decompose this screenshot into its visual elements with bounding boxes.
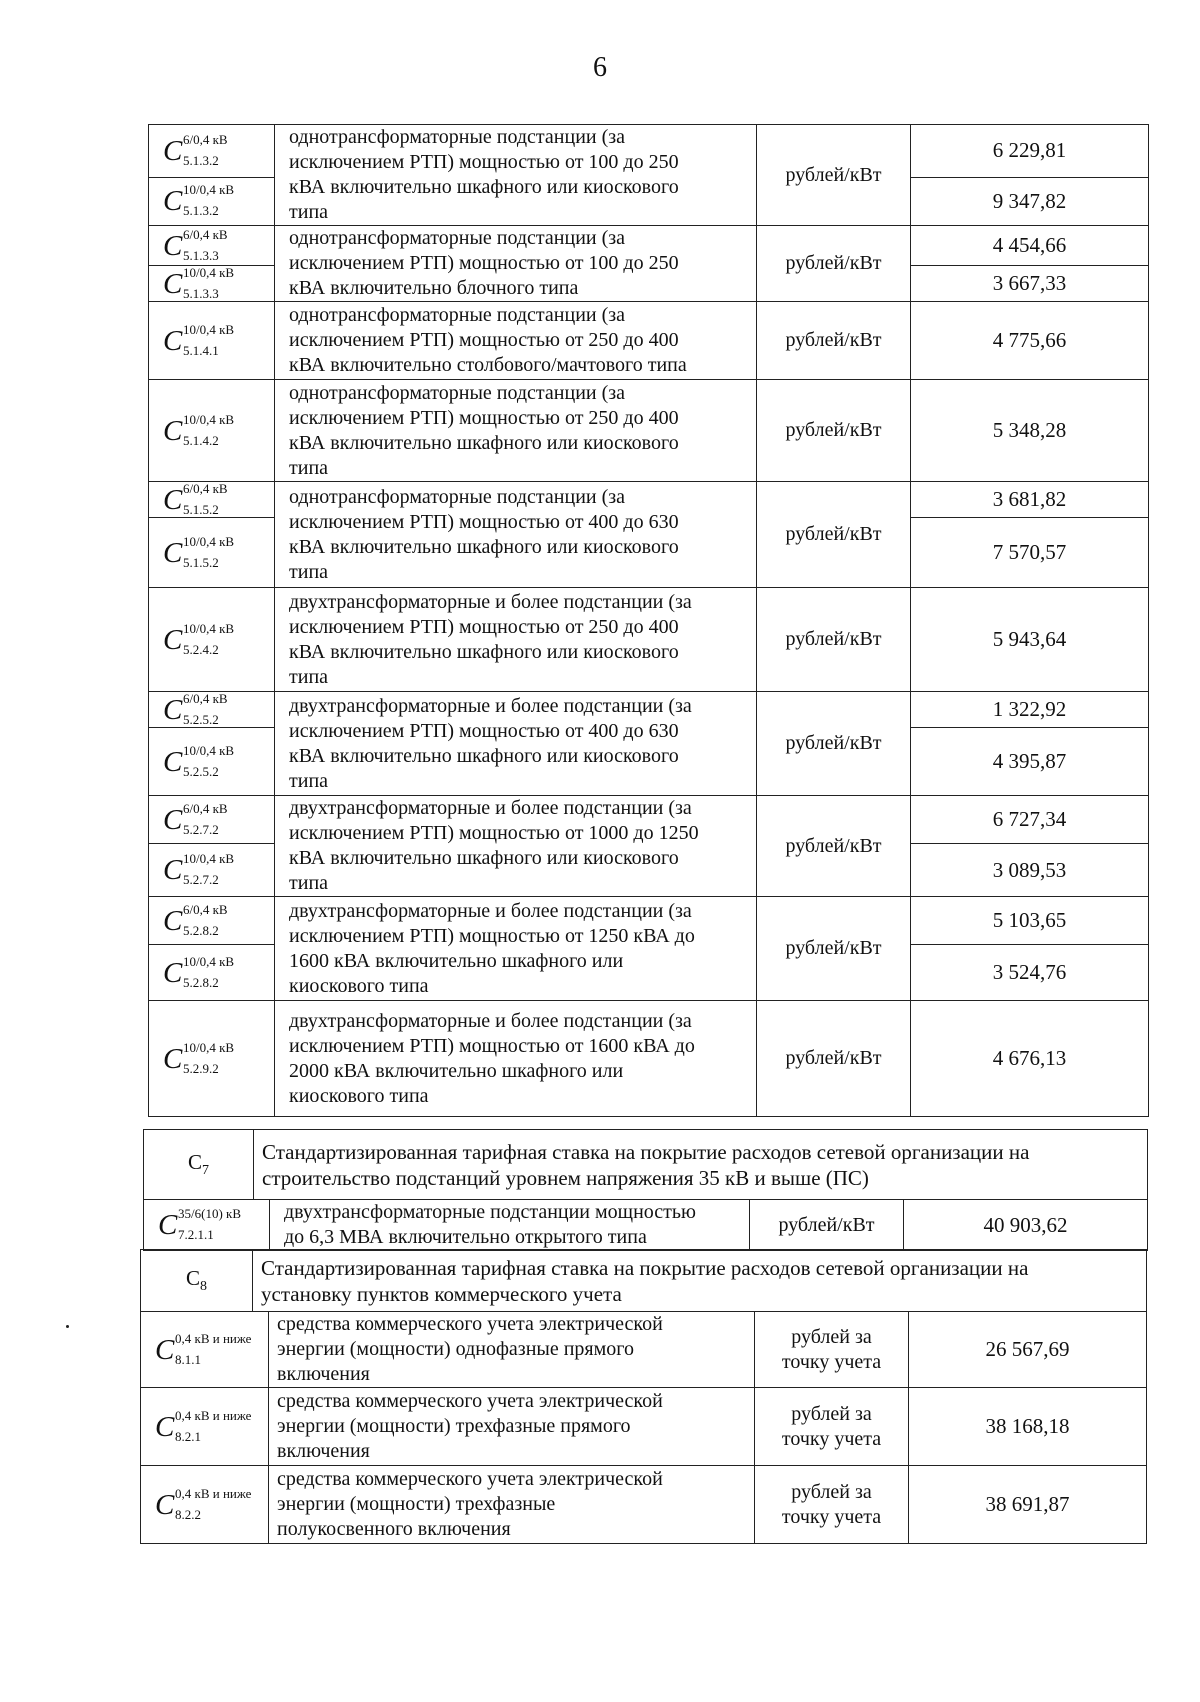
code-letter: C bbox=[163, 803, 183, 836]
tariff-code bbox=[149, 1001, 275, 1117]
code-voltage: 6/0,4 кВ bbox=[183, 481, 228, 496]
tariff-table-c8 bbox=[140, 1249, 1147, 1312]
code-symbol bbox=[149, 227, 274, 265]
tariff-code bbox=[141, 1312, 269, 1388]
tariff-value: 6 229,81 bbox=[911, 125, 1149, 178]
tariff-code bbox=[144, 1200, 270, 1251]
tariff-table-c7 bbox=[143, 1129, 1148, 1200]
code-letter: C bbox=[155, 1333, 175, 1366]
tariff-unit: рублей за точку учета bbox=[755, 1466, 909, 1544]
tariff-value: 3 089,53 bbox=[911, 844, 1149, 897]
code-index: 8.2.1 bbox=[175, 1428, 201, 1444]
code-symbol bbox=[149, 178, 274, 224]
code-index: 5.1.3.3 bbox=[183, 285, 219, 301]
code-letter: C bbox=[163, 536, 183, 569]
code-index: 5.2.7.2 bbox=[183, 821, 219, 837]
code-index: 5.1.3.3 bbox=[183, 247, 219, 263]
code-letter: C bbox=[163, 324, 183, 357]
tariff-code bbox=[149, 266, 275, 302]
code-voltage: 0,4 кВ и ниже bbox=[175, 1485, 252, 1501]
tariff-value: 3 681,82 bbox=[911, 482, 1149, 518]
code-symbol bbox=[149, 946, 274, 1000]
tariff-value: 40 903,62 bbox=[904, 1200, 1148, 1251]
tariff-value: 4 395,87 bbox=[911, 728, 1149, 796]
code-index: 5.1.4.1 bbox=[183, 342, 219, 358]
code-symbol bbox=[149, 381, 274, 481]
code-voltage: 6/0,4 кВ bbox=[183, 131, 228, 147]
tariff-unit: рублей/кВт bbox=[757, 380, 911, 482]
tariff-description: однотрансформаторные подстанции (за исключением РТП) мощностью от 250 до 400 кВА включительно столбового/мачтового типа bbox=[275, 302, 757, 380]
tariff-code bbox=[149, 226, 275, 266]
tariff-code bbox=[149, 945, 275, 1001]
code-index: 5.1.4.2 bbox=[183, 432, 219, 448]
code-voltage: 10/0,4 кВ bbox=[183, 742, 235, 758]
code-letter: C bbox=[163, 745, 183, 778]
code-voltage: 10/0,4 кВ bbox=[183, 620, 235, 636]
tariff-value: 4 454,66 bbox=[911, 226, 1149, 266]
table-row bbox=[149, 588, 1149, 692]
code-voltage: 10/0,4 кВ bbox=[183, 1039, 235, 1055]
code-symbol bbox=[149, 267, 274, 301]
code-symbol bbox=[149, 898, 274, 944]
code-symbol bbox=[149, 729, 274, 795]
code-index: 5.2.8.2 bbox=[183, 974, 219, 990]
table-row bbox=[149, 1001, 1149, 1117]
tariff-unit: рублей/кВт bbox=[757, 588, 911, 692]
tariff-code bbox=[149, 302, 275, 380]
code-symbol bbox=[141, 1314, 268, 1386]
tariff-value: 3 667,33 bbox=[911, 266, 1149, 302]
code-symbol bbox=[149, 303, 274, 379]
code-index: 8.1.1 bbox=[175, 1351, 201, 1367]
code-letter: C bbox=[163, 693, 183, 726]
code-symbol bbox=[149, 693, 274, 727]
tariff-row-c7 bbox=[143, 1199, 1148, 1251]
code-voltage: 10/0,4 кВ bbox=[183, 182, 235, 198]
tariff-unit: рублей за точку учета bbox=[755, 1388, 909, 1466]
tariff-code bbox=[149, 380, 275, 482]
section-title-c7: Стандартизированная тарифная ставка на покрытие расходов сетевой организации на строительство подстанций уровнем напряжения 35 кВ и выше (ПС) bbox=[254, 1130, 1148, 1200]
code-index: 7.2.1.1 bbox=[178, 1227, 214, 1242]
tariff-value: 38 691,87 bbox=[909, 1466, 1147, 1544]
code-voltage: 6/0,4 кВ bbox=[183, 226, 228, 242]
table-row bbox=[149, 302, 1149, 380]
code-voltage: 10/0,4 кВ bbox=[183, 851, 235, 867]
tariff-value: 5 348,28 bbox=[911, 380, 1149, 482]
tariff-description: двухтрансформаторные и более подстанции (за исключением РТП) мощностью от 1250 кВА до 1600 кВА включительно шкафного или киоскового типа bbox=[275, 897, 757, 1001]
code-letter: C bbox=[155, 1488, 175, 1521]
tariff-description: двухтрансформаторные подстанции мощностью до 6,3 МВА включительно открытого типа bbox=[270, 1200, 750, 1251]
code-letter: C bbox=[163, 483, 183, 516]
tariff-description: средства коммерческого учета электрической энергии (мощности) трехфазные прямого включения bbox=[269, 1388, 755, 1466]
code-letter: C bbox=[163, 854, 183, 887]
tariff-code bbox=[141, 1388, 269, 1466]
tariff-description: однотрансформаторные подстанции (за исключением РТП) мощностью от 250 до 400 кВА включительно шкафного или киоскового типа bbox=[275, 380, 757, 482]
tariff-code bbox=[141, 1466, 269, 1544]
code-voltage: 0,4 кВ и ниже bbox=[175, 1330, 252, 1346]
code-index: 5.1.3.2 bbox=[183, 203, 219, 219]
tariff-code bbox=[149, 177, 275, 225]
code-letter: C bbox=[158, 1209, 178, 1241]
tariff-unit: рублей/кВт bbox=[757, 125, 911, 226]
tariff-code bbox=[149, 844, 275, 897]
code-index: 5.2.9.2 bbox=[183, 1060, 219, 1076]
tariff-code bbox=[149, 125, 275, 178]
tariff-value: 5 103,65 bbox=[911, 897, 1149, 945]
code-symbol bbox=[149, 589, 274, 691]
code-index: 5.2.5.2 bbox=[183, 763, 219, 779]
tariff-value: 5 943,64 bbox=[911, 588, 1149, 692]
table-row bbox=[149, 226, 1149, 266]
code-letter: C bbox=[163, 414, 183, 447]
code-index: 5.1.5.2 bbox=[183, 501, 219, 517]
tariff-code bbox=[149, 588, 275, 692]
tariff-code bbox=[149, 518, 275, 588]
table-row bbox=[149, 482, 1149, 518]
tariff-description: однотрансформаторные подстанции (за исключением РТП) мощностью от 100 до 250 кВА включительно блочного типа bbox=[275, 226, 757, 302]
code-symbol bbox=[149, 483, 274, 517]
tariff-value: 6 727,34 bbox=[911, 796, 1149, 844]
code-letter: C bbox=[163, 267, 183, 300]
tariff-description: двухтрансформаторные и более подстанции (за исключением РТП) мощностью от 250 до 400 кВА включительно шкафного или киоскового типа bbox=[275, 588, 757, 692]
tariff-value: 9 347,82 bbox=[911, 177, 1149, 225]
tariff-unit: рублей/кВт bbox=[757, 1001, 911, 1117]
code-voltage: 6/0,4 кВ bbox=[183, 800, 228, 816]
code-symbol bbox=[149, 1002, 274, 1116]
tariff-value: 1 322,92 bbox=[911, 692, 1149, 728]
code-voltage: 6/0,4 кВ bbox=[183, 691, 228, 706]
code-symbol bbox=[149, 126, 274, 176]
tariff-value: 4 775,66 bbox=[911, 302, 1149, 380]
code-voltage: 10/0,4 кВ bbox=[183, 265, 235, 280]
code-letter: C bbox=[163, 623, 183, 656]
code-symbol bbox=[141, 1389, 268, 1465]
stray-mark bbox=[66, 1325, 69, 1328]
tariff-code bbox=[149, 482, 275, 518]
code-symbol bbox=[149, 797, 274, 843]
tariff-value: 38 168,18 bbox=[909, 1388, 1147, 1466]
code-symbol bbox=[141, 1467, 268, 1543]
code-voltage: 10/0,4 кВ bbox=[183, 953, 235, 969]
tariff-code bbox=[149, 796, 275, 844]
tariff-description: двухтрансформаторные и более подстанции (за исключением РТП) мощностью от 1000 до 1250 кВА включительно шкафного или киоскового типа bbox=[275, 796, 757, 897]
code-voltage: 10/0,4 кВ bbox=[183, 321, 235, 337]
tariff-unit: рублей/кВт bbox=[757, 897, 911, 1001]
tariff-unit: рублей за точку учета bbox=[755, 1312, 909, 1388]
tariff-unit: рублей/кВт bbox=[757, 796, 911, 897]
code-index: 5.1.3.2 bbox=[183, 152, 219, 168]
code-letter: C bbox=[163, 229, 183, 262]
tariff-unit: рублей/кВт bbox=[750, 1200, 904, 1251]
code-letter: C bbox=[163, 956, 183, 989]
code-letter: C bbox=[163, 904, 183, 937]
code-voltage: 6/0,4 кВ bbox=[183, 901, 228, 917]
tariff-description: средства коммерческого учета электрической энергии (мощности) трехфазные полукосвенного включения bbox=[269, 1466, 755, 1544]
code-letter: C bbox=[163, 134, 183, 167]
tariff-unit: рублей/кВт bbox=[757, 692, 911, 796]
table-row bbox=[149, 897, 1149, 945]
tariff-table-c5 bbox=[148, 124, 1149, 1117]
table-row bbox=[144, 1200, 1148, 1251]
code-letter: C bbox=[163, 1042, 183, 1075]
tariff-description: двухтрансформаторные и более подстанции (за исключением РТП) мощностью от 400 до 630 кВА включительно шкафного или киоскового типа bbox=[275, 692, 757, 796]
code-voltage: 10/0,4 кВ bbox=[183, 533, 235, 549]
tariff-code bbox=[149, 728, 275, 796]
code-index: 5.1.5.2 bbox=[183, 554, 219, 570]
tariff-code bbox=[149, 897, 275, 945]
tariff-description: двухтрансформаторные и более подстанции (за исключением РТП) мощностью от 1600 кВА до 2000 кВА включительно шкафного или киоскового типа bbox=[275, 1001, 757, 1117]
code-letter: C bbox=[155, 1410, 175, 1443]
table-row bbox=[141, 1312, 1147, 1388]
tariff-value: 3 524,76 bbox=[911, 945, 1149, 1001]
code-symbol bbox=[144, 1201, 269, 1249]
tariff-description: однотрансформаторные подстанции (за исключением РТП) мощностью от 100 до 250 кВА включительно шкафного или киоскового типа bbox=[275, 125, 757, 226]
tariff-unit: рублей/кВт bbox=[757, 302, 911, 380]
code-voltage: 0,4 кВ и ниже bbox=[175, 1407, 252, 1423]
table-row bbox=[149, 796, 1149, 844]
tariff-value: 26 567,69 bbox=[909, 1312, 1147, 1388]
code-index: 5.2.8.2 bbox=[183, 922, 219, 938]
section-code-c8: $С_8$ bbox=[141, 1250, 253, 1312]
tariff-description: средства коммерческого учета электрической энергии (мощности) однофазные прямого включения bbox=[269, 1312, 755, 1388]
tariff-value: 4 676,13 bbox=[911, 1001, 1149, 1117]
section-code-c7: $С_7$ bbox=[144, 1130, 254, 1200]
table-row bbox=[141, 1388, 1147, 1466]
section-title-c8: Стандартизированная тарифная ставка на покрытие расходов сетевой организации на установку пунктов коммерческого учета bbox=[253, 1250, 1147, 1312]
code-symbol bbox=[149, 845, 274, 895]
table-row bbox=[149, 692, 1149, 728]
tariff-unit: рублей/кВт bbox=[757, 482, 911, 588]
tariff-rows-c8 bbox=[140, 1311, 1147, 1544]
table-row bbox=[149, 125, 1149, 178]
code-symbol bbox=[149, 519, 274, 587]
code-index: 5.2.5.2 bbox=[183, 711, 219, 727]
page-number: 6 bbox=[593, 52, 607, 83]
code-voltage: 10/0,4 кВ bbox=[183, 411, 235, 427]
table-row bbox=[149, 380, 1149, 482]
tariff-unit: рублей/кВт bbox=[757, 226, 911, 302]
tariff-description: однотрансформаторные подстанции (за исключением РТП) мощностью от 400 до 630 кВА включительно шкафного или киоскового типа bbox=[275, 482, 757, 588]
code-index: 5.2.7.2 bbox=[183, 872, 219, 888]
tariff-code bbox=[149, 692, 275, 728]
code-voltage: 35/6(10) кВ bbox=[178, 1206, 242, 1221]
code-index: 8.2.2 bbox=[175, 1506, 201, 1522]
table-row bbox=[141, 1466, 1147, 1544]
tariff-value: 7 570,57 bbox=[911, 518, 1149, 588]
code-index: 5.2.4.2 bbox=[183, 641, 219, 657]
code-letter: C bbox=[163, 185, 183, 218]
